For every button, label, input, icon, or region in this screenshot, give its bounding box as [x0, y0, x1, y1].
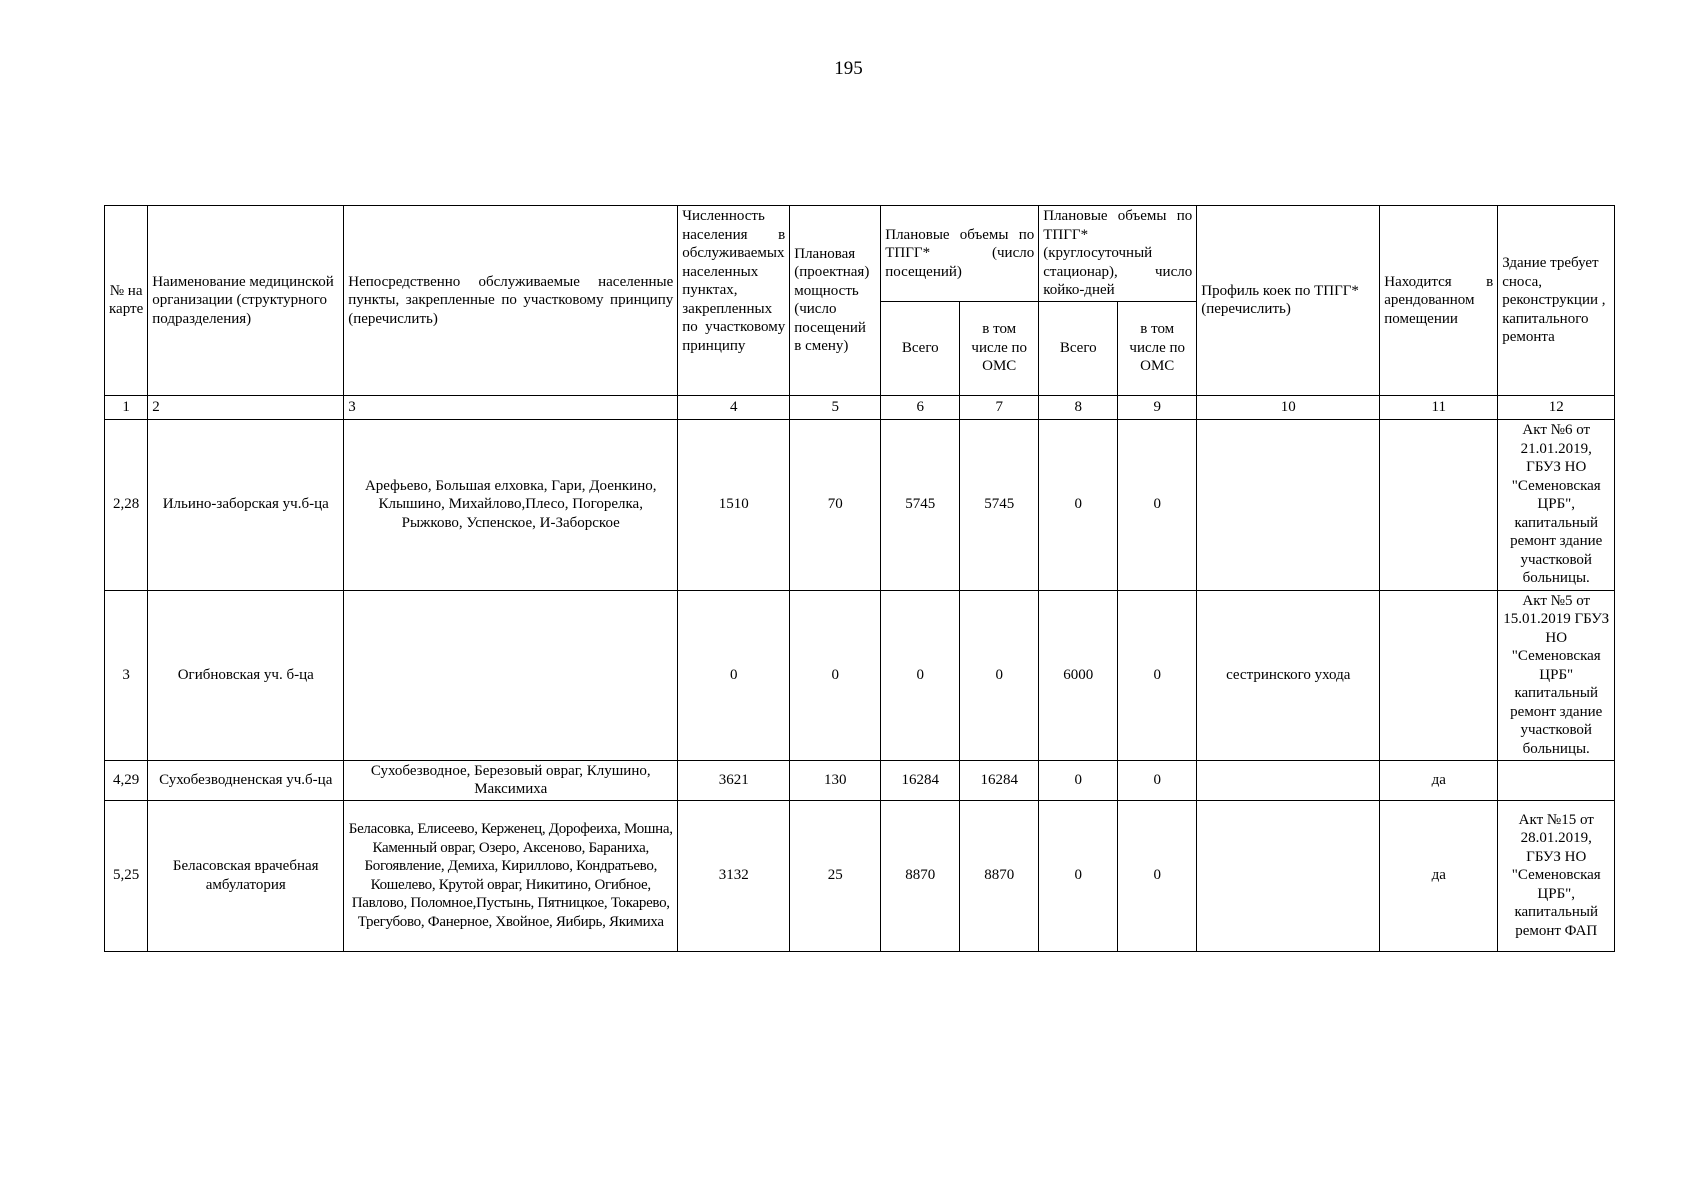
- row-settlements: Беласовка, Елисеево, Керженец, Дорофеиха, Мошна, Каменный овраг, Озеро, Аксеново, Бараниха, Богоявление, Демиха, Кириллово, Кондратьево, Кошелево, Крутой овраг, Никитино, Огибное, Павлово, Поломное,Пустынь, Пятницкое, Токарево, Трегубово, Фанерное, Хвойное, Яибирь, Якимиха: [344, 800, 678, 951]
- row-building-state: Акт №15 от 28.01.2019, ГБУЗ НО "Семеновская ЦРБ", капитальный ремонт ФАП: [1498, 800, 1615, 951]
- table-row: [105, 760, 1615, 800]
- column-number: 11: [1380, 395, 1498, 419]
- row-beddays-total: 6000: [1039, 590, 1118, 760]
- row-organization-name: Огибновская уч. б-ца: [148, 590, 344, 760]
- header-visits-total: Всего: [881, 301, 960, 395]
- column-number: 4: [678, 395, 790, 419]
- row-map-number: 4,29: [105, 760, 148, 800]
- row-capacity: 25: [790, 800, 881, 951]
- row-visits-total: 0: [881, 590, 960, 760]
- row-visits-oms: 8870: [960, 800, 1039, 951]
- medical-facilities-table: [104, 205, 1615, 952]
- row-capacity: 130: [790, 760, 881, 800]
- row-visits-total: 16284: [881, 760, 960, 800]
- column-number-row: [105, 395, 1615, 419]
- row-map-number: 2,28: [105, 419, 148, 590]
- row-capacity: 0: [790, 590, 881, 760]
- column-number: 6: [881, 395, 960, 419]
- row-beddays-oms: 0: [1118, 590, 1197, 760]
- row-beddays-total: 0: [1039, 800, 1118, 951]
- row-beddays-oms: 0: [1118, 419, 1197, 590]
- row-bed-profile: [1197, 800, 1380, 951]
- row-bed-profile: [1197, 419, 1380, 590]
- header-planned-visits: Плановые объемы по ТПГГ* (число посещений): [881, 206, 1039, 302]
- table-row: [105, 800, 1615, 951]
- column-number: 7: [960, 395, 1039, 419]
- column-number: 10: [1197, 395, 1380, 419]
- row-building-state: Акт №5 от 15.01.2019 ГБУЗ НО "Семеновская ЦРБ" капитальный ремонт здание участковой больницы.: [1498, 590, 1615, 760]
- row-visits-oms: 16284: [960, 760, 1039, 800]
- row-organization-name: Сухобезводненская уч.б-ца: [148, 760, 344, 800]
- header-organization-name: Наименование медицинской организации (структурного подразделения): [148, 206, 344, 396]
- row-population: 3621: [678, 760, 790, 800]
- header-map-number: № на карте: [105, 206, 148, 396]
- row-rented: да: [1380, 760, 1498, 800]
- header-beddays-total: Всего: [1039, 301, 1118, 395]
- header-row-top: [105, 206, 1615, 302]
- page-number: 195: [834, 58, 863, 79]
- header-planned-beddays: Плановые объемы по ТПГГ* (круглосуточный стационар), число койко-дней: [1039, 206, 1197, 302]
- row-beddays-total: 0: [1039, 760, 1118, 800]
- column-number: 12: [1498, 395, 1615, 419]
- column-number: 9: [1118, 395, 1197, 419]
- column-number: 1: [105, 395, 148, 419]
- column-number: 8: [1039, 395, 1118, 419]
- row-population: 0: [678, 590, 790, 760]
- row-organization-name: Беласовская врачебная амбулатория: [148, 800, 344, 951]
- table-row: [105, 590, 1615, 760]
- row-organization-name: Ильино-заборская уч.б-ца: [148, 419, 344, 590]
- row-beddays-oms: 0: [1118, 800, 1197, 951]
- row-settlements: [344, 590, 678, 760]
- header-population: Численность населения в обслуживаемых населенных пунктах, закрепленных по участковому принципу: [678, 206, 790, 396]
- row-visits-oms: 5745: [960, 419, 1039, 590]
- row-settlements: Арефьево, Большая елховка, Гари, Доенкино, Клышино, Михайлово,Плесо, Погорелка, Рыжково, Успенское, И-Заборское: [344, 419, 678, 590]
- row-map-number: 5,25: [105, 800, 148, 951]
- row-rented: [1380, 590, 1498, 760]
- header-beddays-oms: в том числе по ОМС: [1118, 301, 1197, 395]
- header-capacity: Плановая (проектная) мощность (число посещений в смену): [790, 206, 881, 396]
- column-number: 5: [790, 395, 881, 419]
- row-rented: да: [1380, 800, 1498, 951]
- column-number: 3: [344, 395, 678, 419]
- header-settlements: Непосредственно обслуживаемые населенные пункты, закрепленные по участковому принципу (перечислить): [344, 206, 678, 396]
- row-rented: [1380, 419, 1498, 590]
- row-building-state: [1498, 760, 1615, 800]
- header-bed-profile: Профиль коек по ТПГГ* (перечислить): [1197, 206, 1380, 396]
- row-bed-profile: сестринского ухода: [1197, 590, 1380, 760]
- row-beddays-total: 0: [1039, 419, 1118, 590]
- row-population: 3132: [678, 800, 790, 951]
- header-building-state: Здание требует сноса, реконструкции , капитального ремонта: [1498, 206, 1615, 396]
- row-beddays-oms: 0: [1118, 760, 1197, 800]
- row-capacity: 70: [790, 419, 881, 590]
- row-population: 1510: [678, 419, 790, 590]
- row-visits-total: 8870: [881, 800, 960, 951]
- row-visits-total: 5745: [881, 419, 960, 590]
- header-visits-oms: в том числе по ОМС: [960, 301, 1039, 395]
- header-rented: Находится в арендованном помещении: [1380, 206, 1498, 396]
- table-row: [105, 419, 1615, 590]
- row-map-number: 3: [105, 590, 148, 760]
- row-building-state: Акт №6 от 21.01.2019, ГБУЗ НО "Семеновская ЦРБ", капитальный ремонт здание участковой больницы.: [1498, 419, 1615, 590]
- row-bed-profile: [1197, 760, 1380, 800]
- row-visits-oms: 0: [960, 590, 1039, 760]
- column-number: 2: [148, 395, 344, 419]
- row-settlements: Сухобезводное, Березовый овраг, Клушино, Максимиха: [344, 760, 678, 800]
